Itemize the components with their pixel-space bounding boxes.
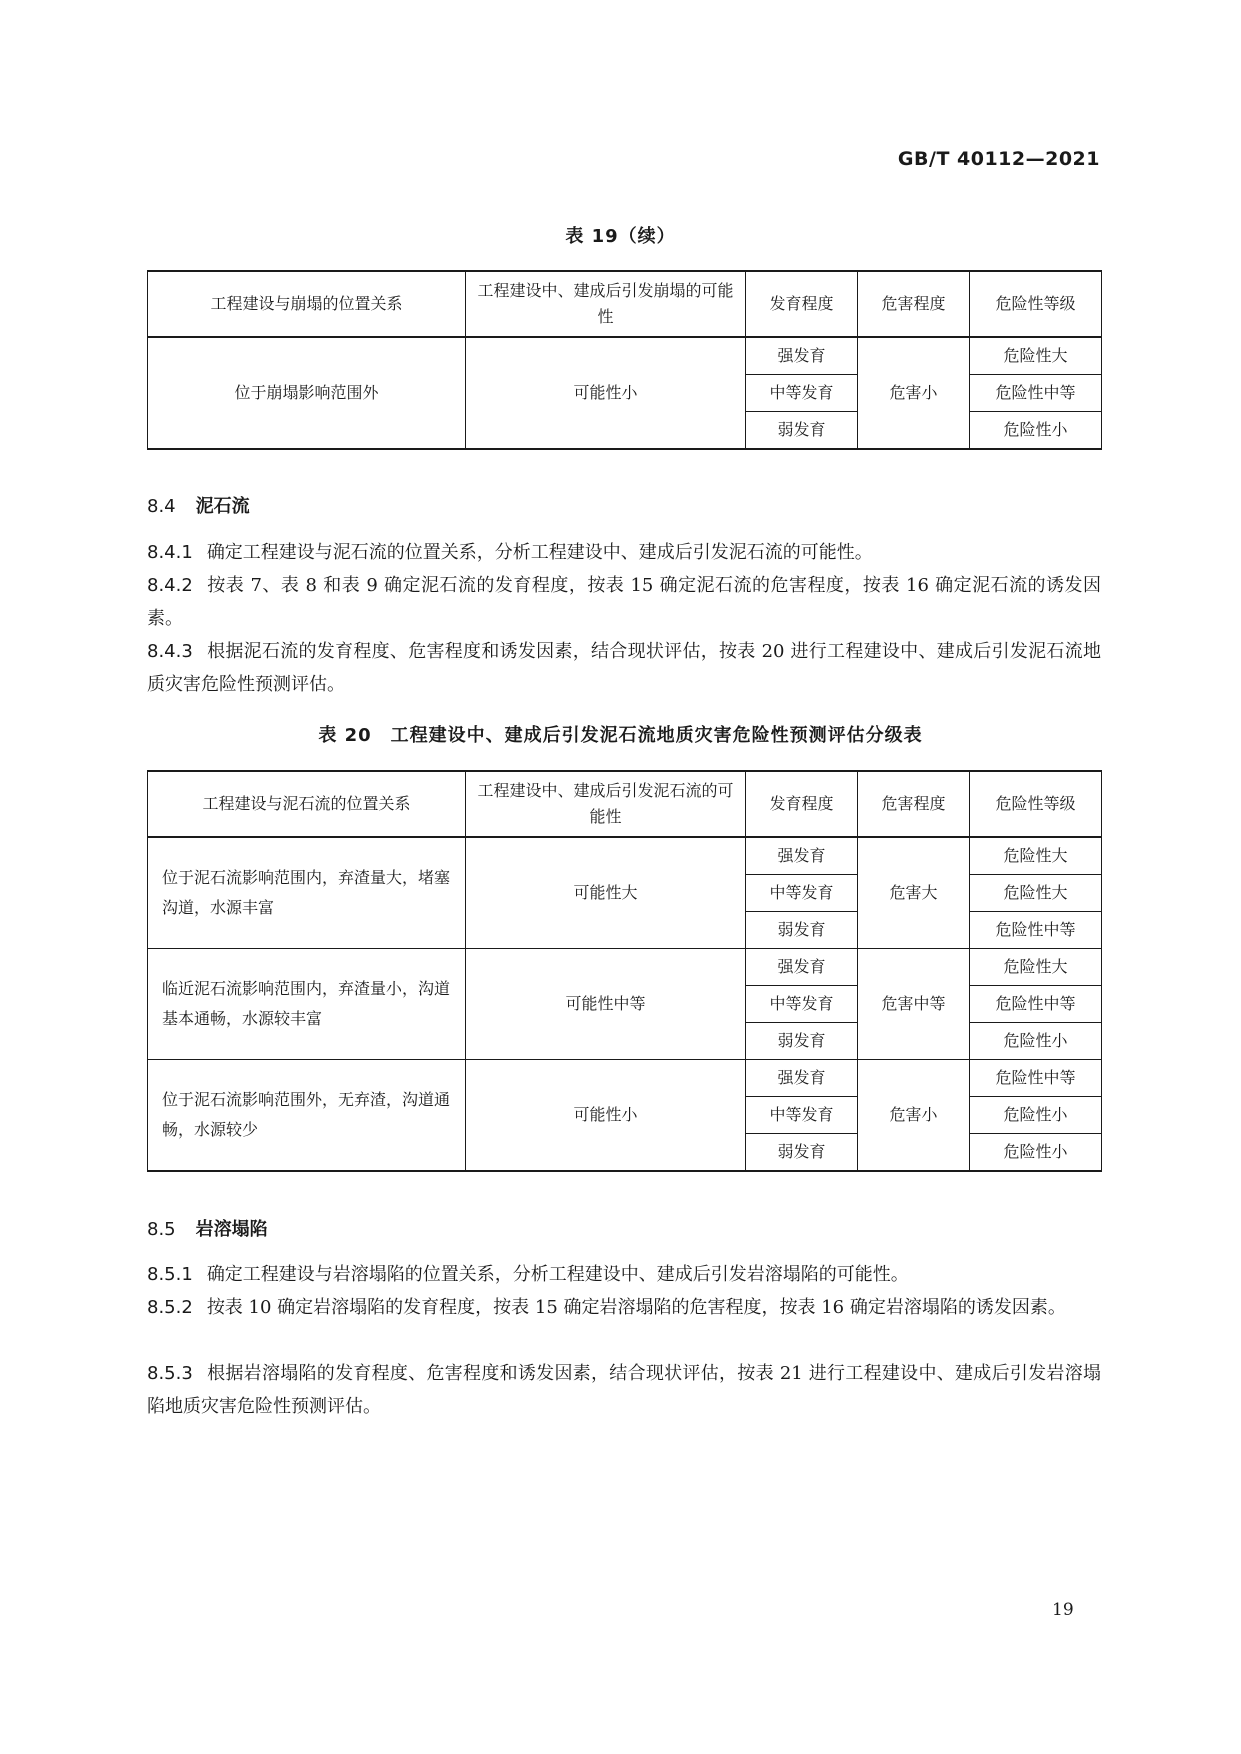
table-header-cell: 危险性等级 — [970, 271, 1102, 337]
table-header-cell: 工程建设中、建成后引发崩塌的可能性 — [466, 271, 746, 337]
risk-cell: 危险性大 — [970, 949, 1102, 986]
risk-cell: 危险性中等 — [970, 375, 1102, 412]
development-cell: 弱发育 — [746, 1023, 858, 1060]
possibility-cell: 可能性小 — [466, 337, 746, 449]
possibility-cell: 可能性小 — [466, 1060, 746, 1172]
harm-cell: 危害小 — [858, 337, 970, 449]
standard-code: GB/T 40112—2021 — [897, 148, 1100, 170]
position-cell: 临近泥石流影响范围内，弃渣量小，沟道基本通畅，水源较丰富 — [148, 949, 466, 1060]
development-cell: 强发育 — [746, 1060, 858, 1097]
paragraph-number: 8.5.3 — [147, 1363, 193, 1384]
position-cell: 位于泥石流影响范围外，无弃渣，沟道通畅，水源较少 — [148, 1060, 466, 1172]
table-header-cell: 工程建设中、建成后引发泥石流的可能性 — [466, 771, 746, 837]
paragraph-8-5-2 — [147, 1291, 1101, 1324]
table-row — [148, 1060, 1102, 1097]
position-cell: 位于崩塌影响范围外 — [148, 337, 466, 449]
section-heading-8-5 — [147, 1215, 268, 1241]
paragraph-8-4-2 — [147, 569, 1101, 635]
section-number: 8.5 — [147, 1219, 176, 1240]
harm-cell: 危害大 — [858, 837, 970, 949]
table20-header-row — [148, 771, 1102, 837]
table-header-cell: 工程建设与崩塌的位置关系 — [148, 271, 466, 337]
development-cell: 强发育 — [746, 337, 858, 375]
paragraph-8-5-1 — [147, 1258, 1101, 1291]
section-title: 泥石流 — [195, 496, 250, 517]
table-row — [148, 337, 1102, 375]
risk-cell: 危险性小 — [970, 1023, 1102, 1060]
paragraph-number: 8.5.1 — [147, 1264, 193, 1285]
paragraph-number: 8.4.1 — [147, 542, 193, 563]
paragraph-number: 8.4.2 — [147, 575, 193, 596]
risk-cell: 危险性中等 — [970, 912, 1102, 949]
table-header-cell: 发育程度 — [746, 771, 858, 837]
section-number: 8.4 — [147, 496, 176, 517]
development-cell: 弱发育 — [746, 1134, 858, 1172]
paragraph-text: 确定工程建设与泥石流的位置关系，分析工程建设中、建成后引发泥石流的可能性。 — [206, 542, 873, 563]
paragraph-text: 按表 7、表 8 和表 9 确定泥石流的发育程度，按表 15 确定泥石流的危害程度，按表 16 确定泥石流的诱发因素。 — [147, 575, 1101, 629]
development-cell: 强发育 — [746, 837, 858, 875]
development-cell: 中等发育 — [746, 875, 858, 912]
page-number: 19 — [1052, 1600, 1074, 1620]
risk-cell: 危险性小 — [970, 1097, 1102, 1134]
table19-header-row — [148, 271, 1102, 337]
table-header-cell: 危害程度 — [858, 771, 970, 837]
section-heading-8-4 — [147, 492, 250, 518]
development-cell: 弱发育 — [746, 412, 858, 450]
section-title: 岩溶塌陷 — [195, 1219, 268, 1240]
paragraph-text: 根据岩溶塌陷的发育程度、危害程度和诱发因素，结合现状评估，按表 21 进行工程建设中、建成后引发岩溶塌陷地质灾害危险性预测评估。 — [147, 1363, 1101, 1417]
paragraph-text: 确定工程建设与岩溶塌陷的位置关系，分析工程建设中、建成后引发岩溶塌陷的可能性。 — [206, 1264, 909, 1285]
table-header-cell: 工程建设与泥石流的位置关系 — [148, 771, 466, 837]
table20-caption: 表 20 工程建设中、建成后引发泥石流地质灾害危险性预测评估分级表 — [318, 725, 923, 746]
position-cell: 位于泥石流影响范围内，弃渣量大，堵塞沟道，水源丰富 — [148, 837, 466, 949]
risk-cell: 危险性小 — [970, 1134, 1102, 1172]
development-cell: 弱发育 — [746, 912, 858, 949]
risk-cell: 危险性中等 — [970, 1060, 1102, 1097]
table19-caption: 表 19（续） — [565, 226, 676, 247]
table-row — [148, 949, 1102, 986]
development-cell: 强发育 — [746, 949, 858, 986]
table19 — [147, 270, 1102, 450]
risk-cell: 危险性小 — [970, 412, 1102, 450]
risk-cell: 危险性中等 — [970, 986, 1102, 1023]
development-cell: 中等发育 — [746, 375, 858, 412]
table-header-cell: 发育程度 — [746, 271, 858, 337]
paragraph-text: 按表 10 确定岩溶塌陷的发育程度，按表 15 确定岩溶塌陷的危害程度，按表 16 确定岩溶塌陷的诱发因素。 — [206, 1297, 1066, 1318]
table20 — [147, 770, 1102, 1172]
table-header-cell: 危害程度 — [858, 271, 970, 337]
paragraph-text: 根据泥石流的发育程度、危害程度和诱发因素，结合现状评估，按表 20 进行工程建设中、建成后引发泥石流地质灾害危险性预测评估。 — [147, 641, 1101, 695]
paragraph-8-5-3 — [147, 1357, 1101, 1423]
harm-cell: 危害小 — [858, 1060, 970, 1172]
paragraph-number: 8.4.3 — [147, 641, 193, 662]
development-cell: 中等发育 — [746, 1097, 858, 1134]
table-header-cell: 危险性等级 — [970, 771, 1102, 837]
harm-cell: 危害中等 — [858, 949, 970, 1060]
development-cell: 中等发育 — [746, 986, 858, 1023]
possibility-cell: 可能性大 — [466, 837, 746, 949]
paragraph-8-4-1 — [147, 536, 1101, 569]
risk-cell: 危险性大 — [970, 837, 1102, 875]
paragraph-number: 8.5.2 — [147, 1297, 193, 1318]
table-row — [148, 837, 1102, 875]
risk-cell: 危险性大 — [970, 337, 1102, 375]
risk-cell: 危险性大 — [970, 875, 1102, 912]
paragraph-8-4-3 — [147, 635, 1101, 701]
possibility-cell: 可能性中等 — [466, 949, 746, 1060]
